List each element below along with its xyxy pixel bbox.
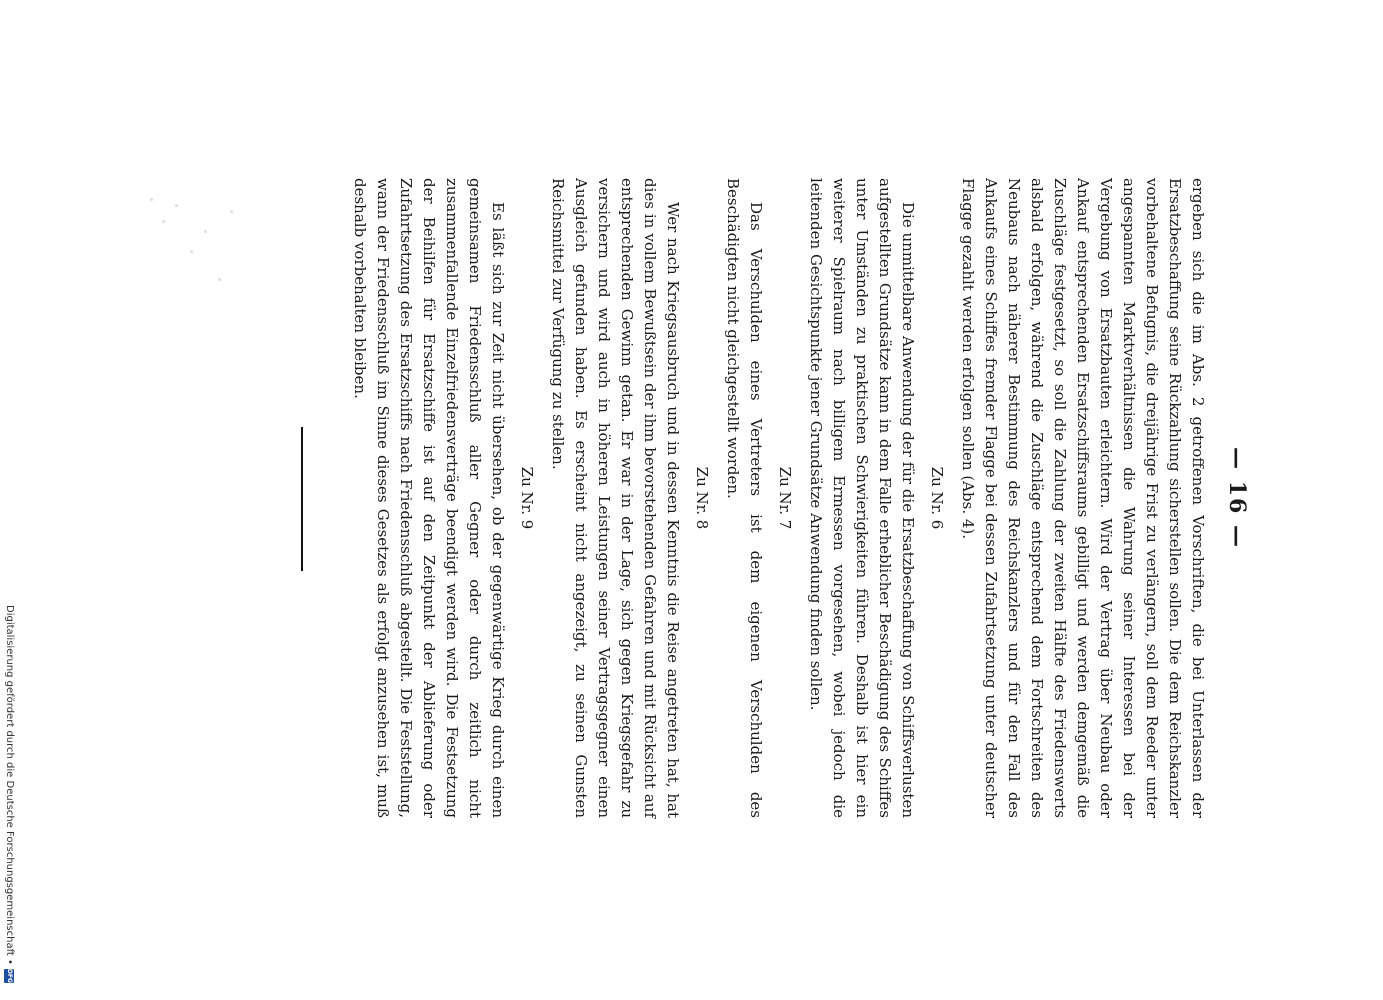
intro-paragraph: ergeben sich die im Abs. 2 getroffenen Vorschriften, die bei Unterlassen der Ersatzbeschaffung seine Rückzahlung sicherstellen sollen. Die dem Reichskanzler vorbehaltene Befugnis, die dreijährige Frist zu verlängern, soll dem Reeder unter angespannten Marktverhältnissen die Wahrung seiner Interessen bei der Vergebung von Ersatzbauten erleichtern. Wird der Vertrag über Neubau oder Ankauf entsprechenden Ersatzschiffsraums gebilligt und werden demgemäß die Zuschläge festgesetzt, so soll die Zahlung der zweiten Hälfte des Friedenswerts alsbald erfolgen, während die Zuschläge entsprechend dem Fortschreiten des Neubaus nach näherer Bestimmung des Reichskanzlers und für den Fall des Ankaufs eines Schiffes fremder Flagge bei dessen Zufahrtsetzung unter deutscher Flagge gezahlt werden erfolgen sollen (Abs. 4). [959, 178, 1207, 818]
section-nr-8 [546, 178, 713, 818]
section-nr-7 [721, 178, 796, 818]
section-heading: Zu Nr. 6 [928, 466, 946, 530]
faint-margin-marks [140, 190, 240, 300]
dfg-logo-icon: DFG [6, 968, 13, 983]
section-text: Wer nach Kriegsausbruch und in dessen Kenntnis die Reise angetreten hat, hat dies in vollem Bewußtsein der ihm bevorstehenden Gefahren und mit Rücksicht auf entsprechenden Gewinn getan. Er war in der Lage, sich gegen Kriegsgefahr zu versichern und wird auch in höheren Leistungen seiner Vertragsgegner einen Ausgleich gefunden haben. Es erscheint nicht angezeigt, zu seinen Gunsten Reichsmittel zur Verfügung zu stellen. [549, 178, 682, 818]
section-text: Die unmittelbare Anwendung der für die Ersatzbeschaffung von Schiffsverlusten aufgestellten Grundsätze kann in dem Falle erheblicher Beschädigung des Schiffes unter Umständen zu praktischen Schwierigkeiten führen. Deshalb ist hier ein weiterer Spielraum nach billigem Ermessen vorgesehen, wobei jedoch die leitenden Gesichtspunkte jener Grundsätze Anwendung finden sollen. [807, 178, 917, 818]
rotated-page-body [351, 178, 1265, 818]
section-text: Das Verschulden eines Vertreters ist dem eigenen Verschulden des Beschädigten nicht gleichgestellt worden. [724, 178, 765, 818]
digitization-credit [2, 605, 16, 995]
section-heading: Zu Nr. 9 [518, 466, 536, 530]
section-heading: Zu Nr. 8 [693, 466, 711, 530]
credit-text: Digitalisierung gefördert durch die Deutsche Forschungsgemeinschaft • [4, 605, 15, 965]
section-text: Es läßt sich zur Zeit nicht übersehen, ob der gegenwärtige Krieg durch einen gemeinsamen Friedensschluß aller Gegner oder durch zeitlich nicht zusammenfallende Einzelfriedensverträge beendigt werden wird. Die Festsetzung der Beihilfen für Ersatzschiffe ist auf den Zeitpunkt der Ablieferung oder Zufahrtsetzung des Ersatzschiffs nach Friedensschluß abgestellt. Die Feststellung, wann der Friedensschluß im Sinne dieses Gesetzes als erfolgt anzusehen ist, muß deshalb vorbehalten bleiben. [351, 178, 507, 818]
section-nr-9 [348, 178, 538, 818]
scanned-page [351, 178, 1265, 818]
end-rule-divider [301, 427, 303, 571]
section-nr-6 [804, 178, 948, 818]
page-number: — 16 — [1224, 447, 1250, 549]
section-heading: Zu Nr. 7 [776, 466, 794, 530]
